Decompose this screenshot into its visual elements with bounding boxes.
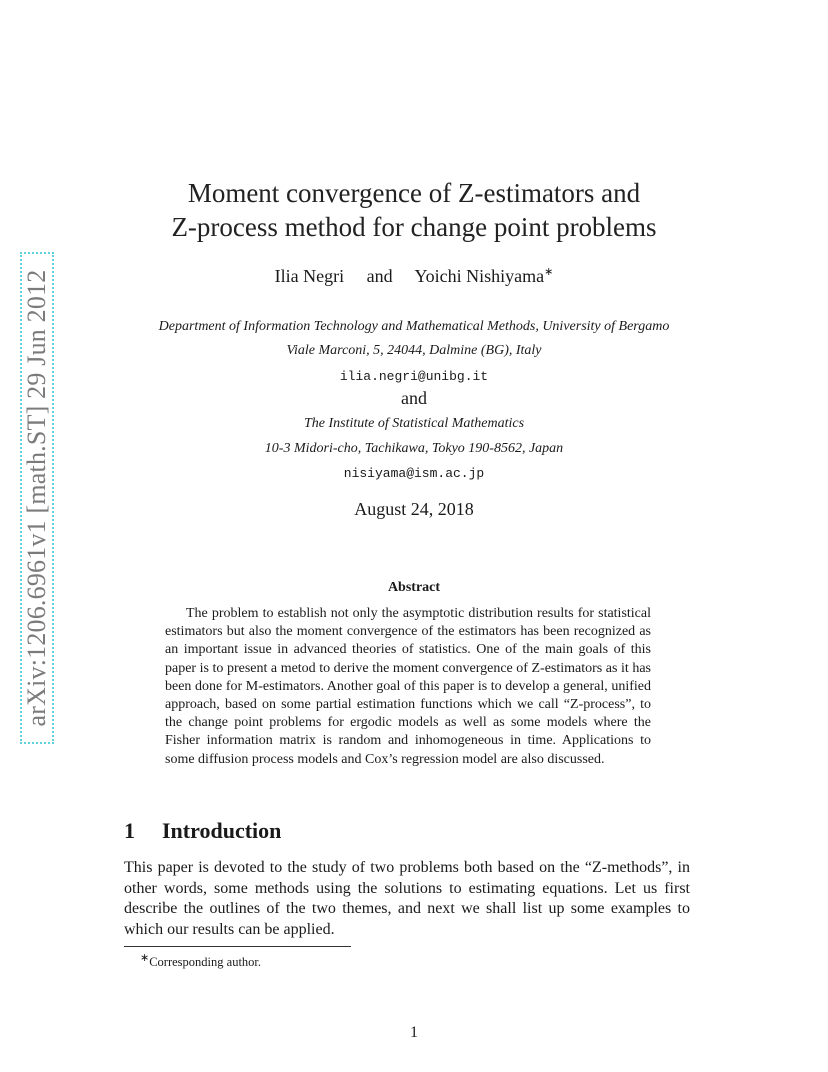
corresponding-author-marker: ∗ xyxy=(544,266,554,278)
affiliation-2-email[interactable]: nisiyama@ism.ac.jp xyxy=(343,466,485,481)
arxiv-identifier: arXiv:1206.6961v1 [math.ST] 29 Jun 2012 xyxy=(22,269,51,727)
section-heading xyxy=(124,818,281,844)
affiliation-2-institute: The Institute of Statistical Mathematics xyxy=(303,416,525,431)
title-line-1: Moment convergence of Z-estimators and xyxy=(187,178,641,208)
title-line-2: Z-process method for change point problems xyxy=(171,212,657,242)
paper-title xyxy=(0,176,828,244)
affiliation-2-address: 10-3 Midori-cho, Tachikawa, Tokyo 190-8562, Japan xyxy=(264,441,564,456)
paper-date: August 24, 2018 xyxy=(354,499,474,519)
author-1: Ilia Negri xyxy=(274,266,345,286)
affiliation-1-email[interactable]: ilia.negri@unibg.it xyxy=(339,369,489,384)
abstract-text: The problem to establish not only the asymptotic distribution results for statistical estimators but also the moment convergence of the estimators has been recognized as an important issue in advanced theories of statistics. One of the main goals of this paper is to present a metod to derive the moment convergence of Z-estimators as it has been done for M-estimators. Another goal of this paper is to develop a general, unified approach, based on some partial estimation functions which we call “Z-process”, to the change point problems for ergodic models as well as some models where the Fisher information matrix is random and inhomogeneous in time. Applications to some diffusion process models and Cox’s regression model are also discussed. xyxy=(165,606,651,767)
affiliation-1-address: Viale Marconi, 5, 24044, Dalmine (BG), Italy xyxy=(286,343,542,358)
authors xyxy=(0,265,828,287)
author-2: Yoichi Nishiyama xyxy=(414,266,545,286)
introduction-paragraph: This paper is devoted to the study of two problems both based on the “Z-methods”, in other words, some methods using the solutions to estimating equations. Let us first describe the outlines of the two themes, and next we shall list up some examples to which our results can be applied. xyxy=(124,859,690,938)
section-title: Introduction xyxy=(162,818,282,843)
abstract-heading: Abstract xyxy=(387,580,441,595)
footnote-text: Corresponding author. xyxy=(149,955,262,970)
footnote-rule xyxy=(124,946,351,947)
author-connector: and xyxy=(366,266,393,286)
affiliation-1-department: Department of Information Technology and Mathematical Methods, University of Bergamo xyxy=(158,319,670,334)
footnote-marker: ∗ xyxy=(140,952,150,964)
affiliation-connector: and xyxy=(401,388,427,408)
section-number: 1 xyxy=(124,818,135,843)
page-number: 1 xyxy=(410,1024,418,1041)
footnote xyxy=(140,951,261,970)
